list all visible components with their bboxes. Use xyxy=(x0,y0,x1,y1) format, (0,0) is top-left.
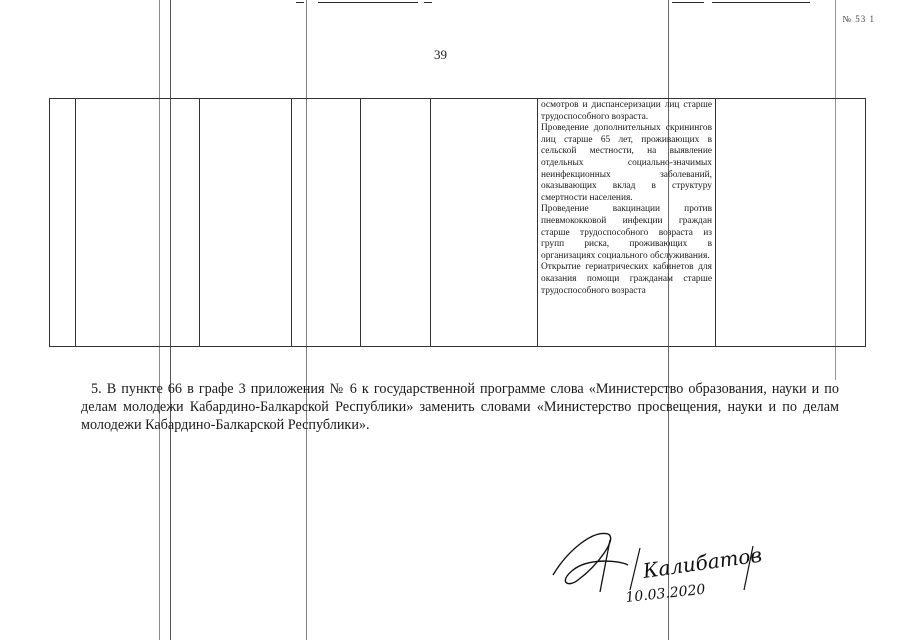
table-cell xyxy=(50,99,76,347)
scan-line xyxy=(712,2,810,3)
signature-date: 10.03.2020 xyxy=(624,581,707,606)
handwritten-signature xyxy=(548,520,778,610)
table-cell xyxy=(292,99,361,347)
corner-mark: № 53 1 xyxy=(842,14,875,24)
amendment-paragraph: 5. В пункте 66 в графе 3 приложения № 6 к государственной программе слова «Министерство образования, науки и по делам молодежи Кабардино-Балкарской Республики» заменить словами «Министерство просвещения, науки и по делам молодежи Кабардино-Балкарской Республики». xyxy=(81,381,839,433)
scan-line xyxy=(296,2,304,3)
program-table xyxy=(49,98,866,347)
table-cell xyxy=(716,99,866,347)
table-cell xyxy=(361,99,431,347)
table-cell xyxy=(200,99,292,347)
measures-cell xyxy=(538,99,716,347)
scan-line xyxy=(424,2,432,3)
table-cell xyxy=(76,99,200,347)
signature-name: Калибатов xyxy=(641,542,764,583)
measure-item: Открытие гериатрических кабинетов для оказания помощи гражданам старше трудоспособного возраста xyxy=(541,262,712,296)
table-cell xyxy=(431,99,538,347)
measure-item: Проведение вакцинации против пневмококковой инфекции граждан старше трудоспособного возраста из групп риска, проживающих в организациях социального обслуживания. xyxy=(541,204,712,261)
measure-item: Проведение дополнительных скринингов лиц старше 65 лет, проживающих в сельской местности, на выявление отдельных социально-значимых неинфекционных заболеваний, оказывающих вклад в структуру смертности населения. xyxy=(541,123,712,203)
scan-line xyxy=(318,2,418,3)
measure-item: осмотров и диспансеризации лиц старше трудоспособного возраста. xyxy=(541,100,712,122)
table-row xyxy=(50,99,866,347)
scan-line xyxy=(672,2,704,3)
page-number: 39 xyxy=(434,47,447,62)
